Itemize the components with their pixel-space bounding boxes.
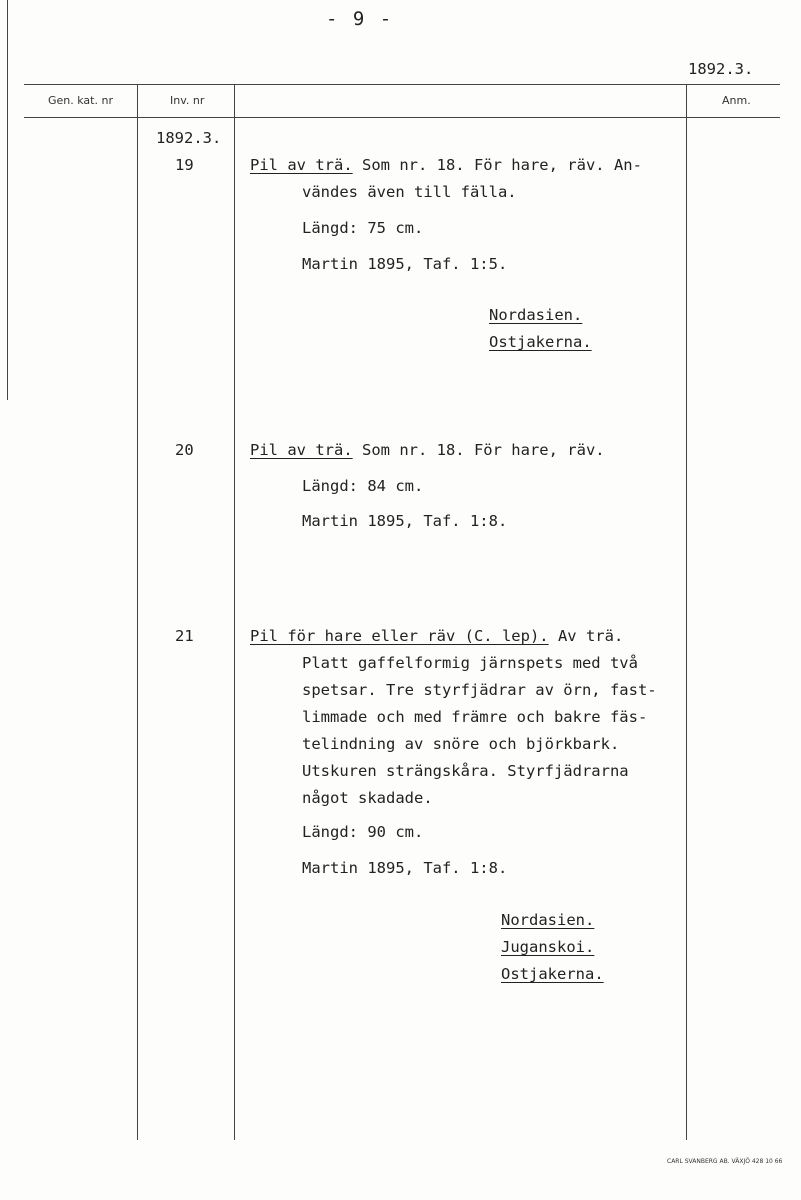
left-margin-rule: [7, 0, 8, 400]
col-divider-2: [234, 84, 235, 1140]
entry-first-line: [250, 441, 605, 459]
entry-first-line: [250, 156, 642, 174]
entry-title: Pil av trä.: [250, 441, 353, 459]
entry-line: Platt gaffelformig järnspets med två: [302, 654, 638, 672]
column-header-inv-nr: Inv. nr: [170, 94, 205, 107]
place-people: Ostjakerna.: [489, 333, 592, 351]
entry-line: limmade och med främre och bakre fäs-: [302, 708, 648, 726]
entry-first-line: [250, 627, 623, 645]
entry-title: Pil av trä.: [250, 156, 353, 174]
entry-title: Pil för hare eller räv (C. lep).: [250, 627, 549, 645]
place-region: Nordasien.: [501, 911, 595, 929]
page-number: - 9 -: [326, 8, 394, 30]
inv-number: 21: [175, 627, 194, 645]
column-header-anm: Anm.: [722, 94, 751, 107]
entry-line: Utskuren strängskåra. Styrfjädrarna: [302, 762, 629, 780]
entry-reference: Martin 1895, Taf. 1:8.: [302, 859, 508, 877]
col-divider-3: [686, 84, 687, 1140]
place-locality: Juganskoi.: [501, 938, 595, 956]
entry-reference: Martin 1895, Taf. 1:8.: [302, 512, 508, 530]
entry-line: spetsar. Tre styrfjädrar av örn, fast-: [302, 681, 657, 699]
entry-reference: Martin 1895, Taf. 1:5.: [302, 255, 508, 273]
inv-number: 19: [175, 156, 194, 174]
header-year: 1892.3.: [688, 60, 754, 78]
printer-mark: CARL SVANBERG AB. VÄXJÖ 428 10 66: [667, 1158, 783, 1165]
entry-line: telindning av snöre och björkbark.: [302, 735, 620, 753]
entry-line: vändes även till fälla.: [302, 183, 517, 201]
entry-text: Av trä.: [548, 627, 624, 645]
column-header-gen-kat-nr: Gen. kat. nr: [48, 94, 113, 107]
entry-length: Längd: 84 cm.: [302, 477, 424, 495]
col-divider-1: [137, 84, 138, 1140]
entry-line: något skadade.: [302, 789, 433, 807]
inv-number: 20: [175, 441, 194, 459]
entry-length: Längd: 90 cm.: [302, 823, 424, 841]
place-people: Ostjakerna.: [501, 965, 604, 983]
entry-text: Som nr. 18. För hare, räv.: [352, 441, 605, 459]
entry-length: Längd: 75 cm.: [302, 219, 424, 237]
place-region: Nordasien.: [489, 306, 583, 324]
entry-text: Som nr. 18. För hare, räv. An-: [352, 156, 642, 174]
inv-group-number: 1892.3.: [156, 129, 222, 147]
